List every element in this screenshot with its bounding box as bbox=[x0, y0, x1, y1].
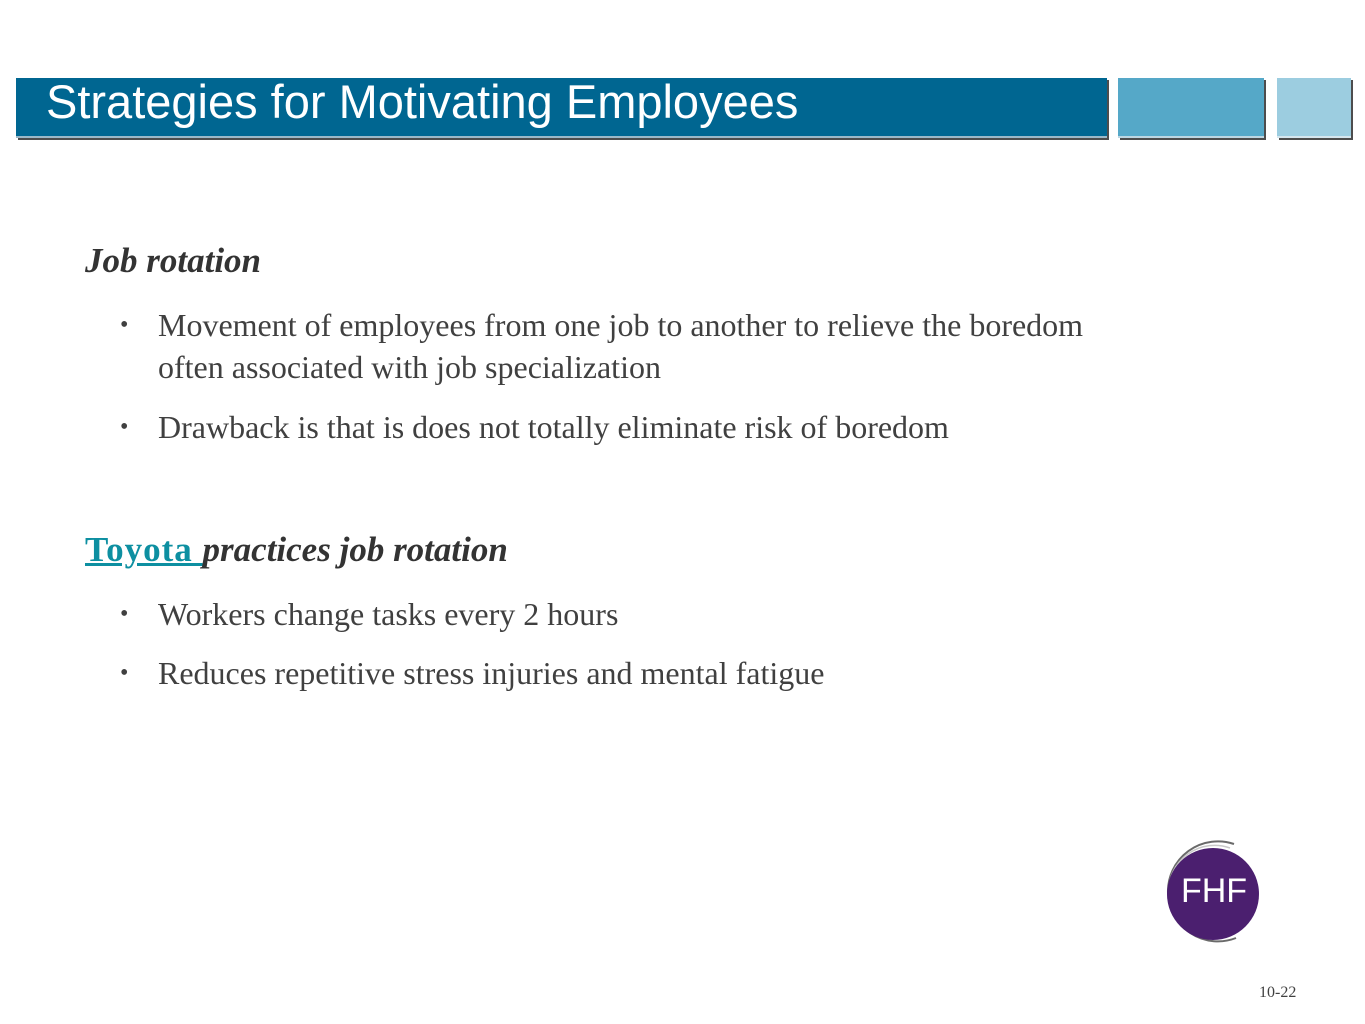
page-number: 10-22 bbox=[1259, 984, 1297, 1001]
section-heading-job-rotation: Job rotation bbox=[85, 241, 262, 280]
slide-title: Strategies for Motivating Employees bbox=[46, 75, 799, 128]
section-heading-toyota bbox=[85, 530, 508, 570]
bullet-dot-icon: • bbox=[120, 660, 129, 686]
section-heading-rest: practices job rotation bbox=[202, 530, 508, 569]
bullet-text: Movement of employees from one job to another to relieve the boredom often associated with job specialization bbox=[158, 307, 1084, 385]
toyota-link[interactable]: Toyota bbox=[85, 530, 203, 569]
bullet-dot-icon: • bbox=[120, 414, 129, 440]
bullet-text: Drawback is that is does not totally eliminate risk of boredom bbox=[158, 409, 949, 445]
fhf-logo bbox=[1154, 838, 1266, 944]
bullet-dot-icon: • bbox=[120, 312, 129, 338]
bullet-dot-icon: • bbox=[120, 601, 129, 627]
logo-text: FHF bbox=[1180, 872, 1248, 910]
bullet-item bbox=[120, 406, 1118, 448]
bullet-item bbox=[120, 304, 1118, 388]
bullet-text: Workers change tasks every 2 hours bbox=[158, 596, 619, 632]
bullet-text: Reduces repetitive stress injuries and mental fatigue bbox=[158, 655, 825, 691]
bullet-item bbox=[120, 593, 1118, 635]
bullet-item bbox=[120, 652, 1118, 694]
